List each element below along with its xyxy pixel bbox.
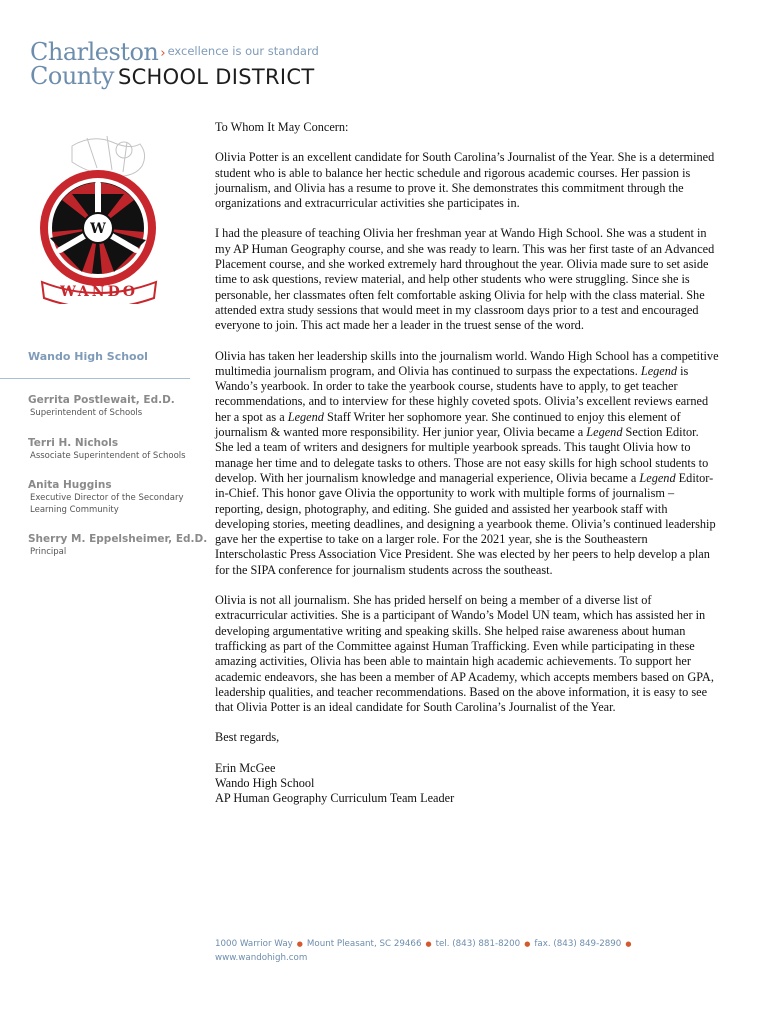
person-title-continued: Learning Community [30,505,119,515]
footer-website[interactable]: www.wandohigh.com [215,953,308,963]
paragraph-3-text: Section Editor. She led a team of writers and designers for multiple yearbook spreads. This taught Olivia how to manage her time and to delegate tasks to others. Those are not easy skills for high school students to develop. With her journalism knowledge and managerial experience, Olivia became a [215,425,709,485]
paragraph-4: Olivia is not all journalism. She has prided herself on being a member of a diverse list of extracurricular activities. She is a participant of Wando’s Model UN team, which has assisted her in developing argumentative writing and speaking skills. She helped raise awareness about human trafficking as part of the Committee against Human Trafficking. Even while participating in these amazing activities, Olivia has been able to maintain high academic achievements. To support her academic endeavors, she has been a member of AP Academy, which accepts members based on GPA, leadership qualities, and teacher recommendations. Based on the above information, it is easy to see that Olivia Potter is an ideal candidate for South Carolina’s Journalist of the Year. [215,593,714,715]
emblem-banner-text: WANDO [60,284,138,300]
sidebar-person [28,532,208,558]
signer-name: Erin McGee [215,760,276,775]
paragraph-3-text: is Wando’s yearbook. In order to take the yearbook course, students have to apply, to get teacher recommendations, and to interview for these highly coveted spots. Olivia’s excellent reviews earned her a spot as a [215,363,709,424]
paragraph-1: Olivia Potter is an excellent candidate for South Carolina’s Journalist of the Year. She is a determined student who is able to balance her hectic schedule and rigorous academic courses. Her passion is journalism, and Olivia has a resume to prove it. She demonstrates this commitment through the organizations and extracurricular activities she participates in. [215,150,715,211]
yearbook-title: Legend [287,409,324,424]
sidebar-divider [0,378,190,379]
paragraph-3-text: Staff Writer her sophomore year. She continued to enjoy this element of journalism & wanted more responsibility. Her junior year, Olivia became a [215,409,681,440]
emblem-center-letter: W [90,221,106,237]
person-title: Superintendent of Schools [30,408,143,418]
letter-body [215,120,720,822]
closing: Best regards, [215,730,280,745]
logo-word-county: County [30,62,114,90]
footer-fax: fax. (843) 849-2890 [534,939,622,949]
person-title: Principal [30,547,67,557]
footer-contact [215,937,635,965]
bullet-icon: ● [296,940,303,948]
logo-word-charleston: Charleston [30,38,159,66]
sidebar-school-name: Wando High School [28,350,148,363]
paragraph-3 [215,349,720,578]
person-title: Executive Director of the Secondary [30,493,184,503]
bullet-icon: ● [425,940,432,948]
paragraph-2: I had the pleasure of teaching Olivia her freshman year at Wando High School. She was a student in my AP Human Geography course, and she was ready to learn. This was her first taste of an Advanced Placement course, and she worked extremely hard throughout the year. Olivia made sure to set aside time to ask questions, review material, and help other students who were struggling. Since she is personable, her classmates often felt comfortable asking Olivia for help with the class material. She attended extra study sessions that would meet in my classroom days prior to a test and encouraged everyone to join. This act made her a leader in the truest sense of the word. [215,226,715,333]
paragraph-3-text: Editor-in-Chief. This honor gave Olivia the opportunity to work with multiple forms of journalism – reporting, design, photography, and editing. She guided and assisted her yearbook staff with developing stories, meeting deadlines, and designing a yearbook theme. Olivia’s continued leadership gave her the expertise to take on a larger role. For the 2021 year, she is the Southeastern Interscholastic Press Association Vice President. She was elected by her peers to help develop a plan for the SIPA conference for journalism students across the southeast. [215,470,716,577]
paragraph-3-text: Olivia has taken her leadership skills into the journalism world. Wando High School has a competitive multimedia journalism program, and Olivia has continued to surpass the expectations. [215,348,719,378]
sidebar [28,350,208,557]
sidebar-person [28,436,208,462]
salutation: To Whom It May Concern: [215,120,349,134]
sidebar-person [28,393,208,419]
person-name: Terri H. Nichols [28,437,119,449]
footer-address: 1000 Warrior Way [215,939,293,949]
logo-tagline: excellence is our standard [167,44,319,58]
footer-tel: tel. (843) 881-8200 [435,939,521,949]
yearbook-title: Legend [586,425,623,440]
footer-address-line [215,937,635,951]
person-name: Gerrita Postlewait, Ed.D. [28,394,175,406]
logo-district: SCHOOL DISTRICT [117,65,315,89]
person-title: Associate Superintendent of Schools [30,451,186,461]
chevron-right-icon: › [160,46,166,61]
footer-city: Mount Pleasant, SC 29466 [306,939,422,949]
bullet-icon: ● [524,940,531,948]
signer-school: Wando High School [215,775,315,790]
yearbook-title: Legend [639,470,676,485]
signer-role: AP Human Geography Curriculum Team Leader [215,791,455,806]
signature-block [215,761,720,807]
bullet-icon: ● [625,940,632,948]
yearbook-title: Legend [640,363,678,378]
sidebar-person [28,478,208,516]
wando-emblem-icon [32,128,182,304]
person-name: Sherry M. Eppelsheimer, Ed.D. [28,533,208,545]
person-name: Anita Huggins [28,479,112,491]
